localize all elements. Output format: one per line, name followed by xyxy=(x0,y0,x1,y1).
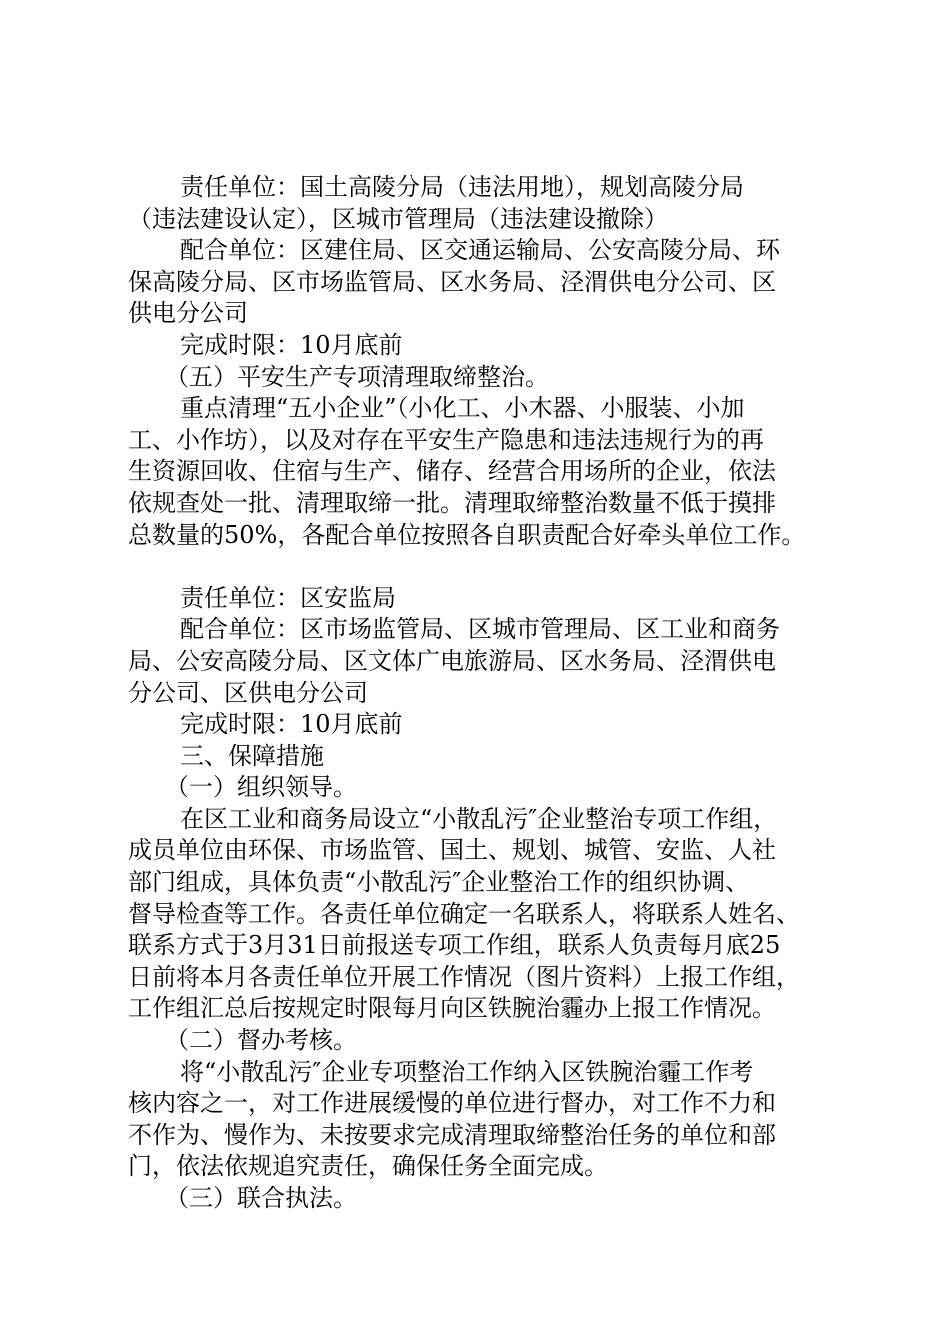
text-line: （违法建设认定），区城市管理局（违法建设撤除） xyxy=(128,204,668,233)
text-line: 重点清理“五小企业”（小化工、小木器、小服装、小加 xyxy=(180,394,745,423)
section-heading: （三）联合执法。 xyxy=(165,1184,357,1212)
text-line: 配合单位：区建住局、区交通运输局、公安高陵分局、环 xyxy=(180,236,780,265)
section-heading: （二）督办考核。 xyxy=(165,1026,357,1055)
text-line: 保高陵分局、区市场监管局、区水务局、泾渭供电分公司、区 xyxy=(128,267,776,296)
text-line: 成员单位由环保、市场监管、国土、规划、城管、安监、人社 xyxy=(128,836,776,865)
text-line: 配合单位：区市场监管局、区城市管理局、区工业和商务 xyxy=(180,615,780,644)
text-line: 完成时限：10月底前 xyxy=(180,330,403,359)
text-line: 总数量的50%，各配合单位按照各自职责配合好牵头单位工作。 xyxy=(128,520,806,549)
text-line: 在区工业和商务局设立“小散乱污″企业整治专项工作组， xyxy=(180,804,778,833)
text-line: 联系方式于3月31日前报送专项工作组，联系人负责每月底25 xyxy=(128,931,781,960)
text-line: 工、小作坊），以及对存在平安生产隐患和违法违规行为的再 xyxy=(128,425,764,454)
text-line: 门，依法依规追究责任，确保任务全面完成。 xyxy=(128,1152,608,1181)
document-body xyxy=(128,172,824,1215)
text-line: 完成时限：10月底前 xyxy=(180,710,403,739)
text-line: 供电分公司 xyxy=(128,299,248,328)
section-heading: 三、保障措施 xyxy=(180,741,324,770)
section-heading: （一）组织领导。 xyxy=(165,773,357,802)
text-line: 生资源回收、住宿与生产、储存、经营合用场所的企业，依法 xyxy=(128,457,776,486)
text-line: 责任单位：国土高陵分局（违法用地），规划高陵分局 xyxy=(180,173,744,201)
text-line: 不作为、慢作为、未按要求完成清理取缔整治任务的单位和部 xyxy=(128,1120,776,1149)
text-line: 分公司、区供电分公司 xyxy=(128,678,368,707)
text-line: 部门组成，具体负责“小散乱污″企业整治工作的组织协调、 xyxy=(128,868,750,897)
text-line: 将“小散乱污″企业专项整治工作纳入区铁腕治霾工作考 xyxy=(180,1057,754,1086)
paragraph-gap xyxy=(128,551,824,583)
text-line: 日前将本月各责任单位开展工作情况（图片资料）上报工作组， xyxy=(128,962,800,991)
text-line: 局、公安高陵分局、区文体广电旅游局、区水务局、泾渭供电 xyxy=(128,646,776,675)
text-line: 督导检查等工作。各责任单位确定一名联系人，将联系人姓名、 xyxy=(128,899,800,928)
text-line: 责任单位：区安监局 xyxy=(180,583,396,612)
text-line: 核内容之一，对工作进展缓慢的单位进行督办，对工作不力和 xyxy=(128,1089,776,1118)
text-line: 依规查处一批、清理取缔一批。清理取缔整治数量不低于摸排 xyxy=(128,488,776,517)
section-heading: （五）平安生产专项清理取缔整治。 xyxy=(165,362,549,391)
text-line: 工作组汇总后按规定时限每月向区铁腕治霾办上报工作情况。 xyxy=(128,994,776,1023)
